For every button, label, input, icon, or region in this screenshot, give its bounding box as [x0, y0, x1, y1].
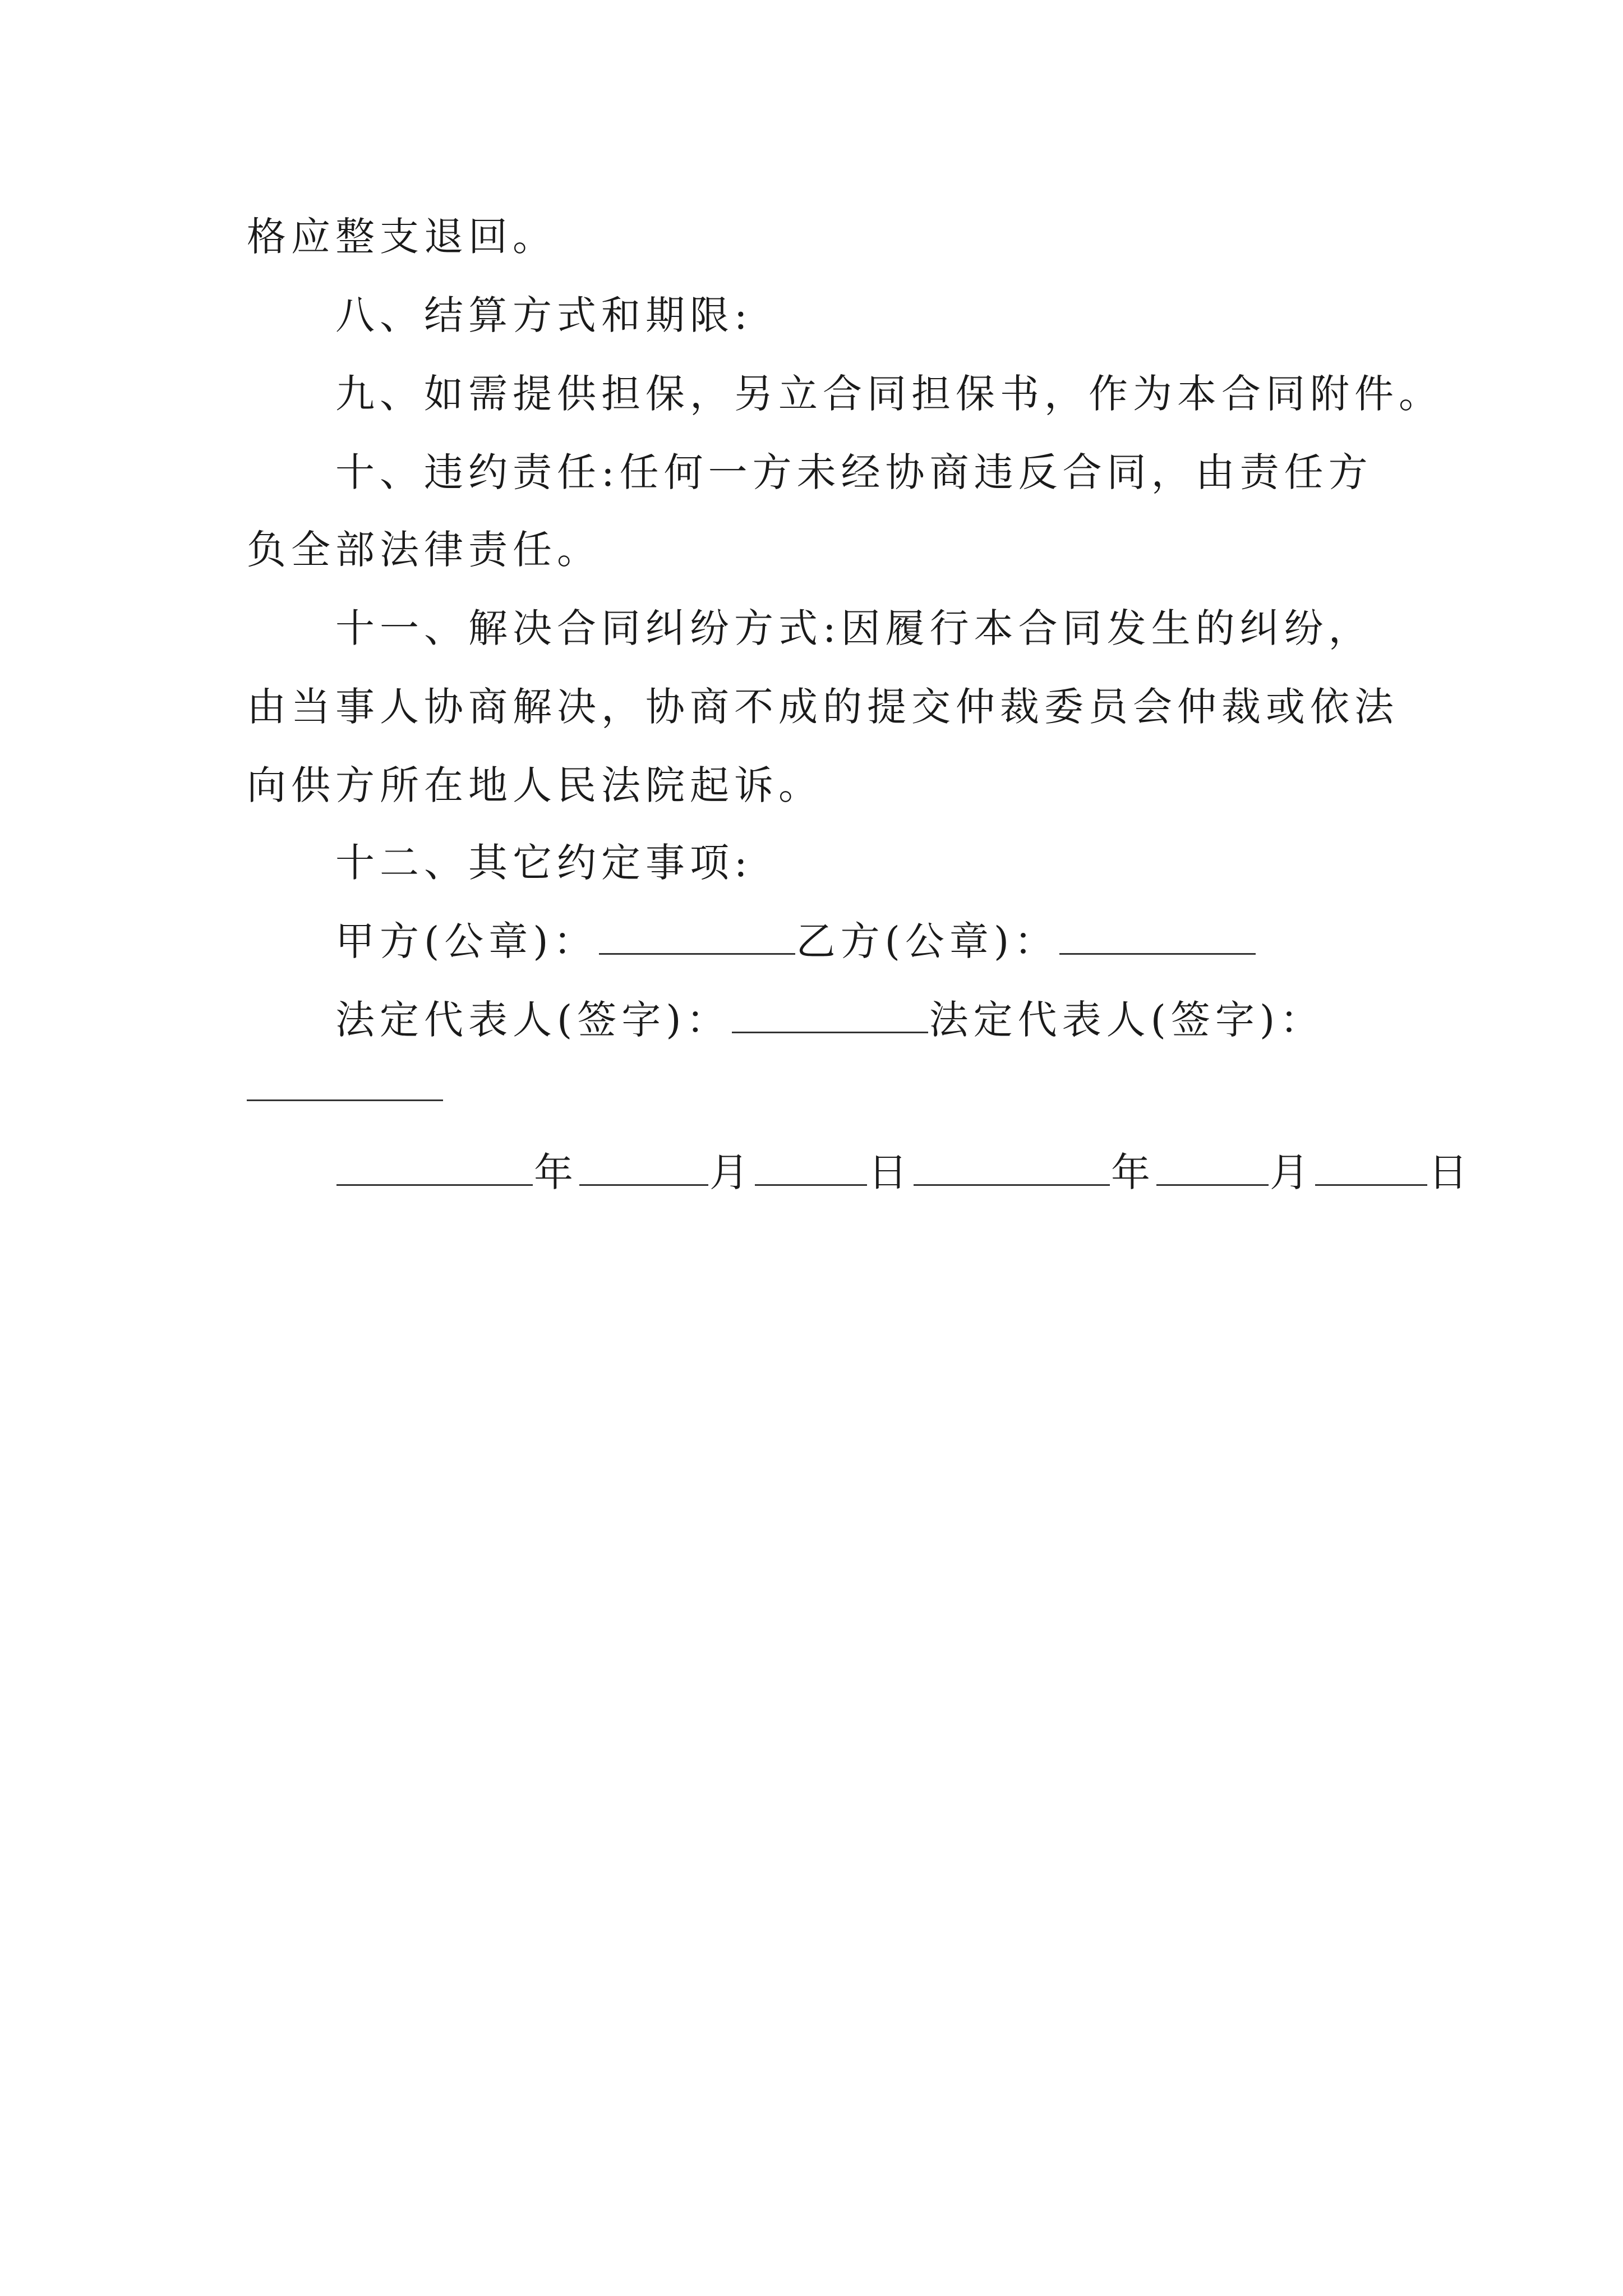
seal-line — [335, 913, 1257, 969]
party-a-rep-blank — [732, 997, 928, 1033]
clause-12: 十二、其它约定事项: — [335, 840, 753, 886]
clause-9: 九、如需提供担保，另立合同担保书，作为本合同附件。 — [335, 371, 1443, 417]
party-a-seal-label: 甲方(公章)： — [335, 918, 598, 964]
year-label: 年 — [534, 1149, 578, 1195]
month-label: 月 — [1270, 1149, 1314, 1195]
party-b-seal-label: 乙方(公章)： — [796, 918, 1059, 964]
day-label: 日 — [1428, 1149, 1473, 1195]
party-b-month-blank — [1156, 1149, 1269, 1186]
day-label: 日 — [868, 1149, 912, 1195]
party-b-day-blank — [1315, 1149, 1427, 1186]
text-line: 向供方所在地人民法院起诉。 — [247, 762, 823, 808]
clause-10: 十、违约责任:任何一方未经协商违反合同，由责任方 — [335, 449, 1373, 495]
party-b-year-blank — [914, 1149, 1110, 1186]
party-b-seal-blank — [1059, 918, 1256, 955]
month-label: 月 — [709, 1149, 754, 1195]
representative-line — [335, 992, 1324, 1048]
text-line: 格应整支退回。 — [247, 214, 557, 260]
party-b-rep-label: 法定代表人(签字)： — [929, 997, 1325, 1043]
clause-11: 十一、解决合同纠纷方式:因履行本合同发生的纠纷， — [335, 605, 1373, 651]
party-b-rep-blank — [247, 1099, 443, 1101]
text-line: 负全部法律责任。 — [247, 527, 601, 573]
text-line: 由当事人协商解决，协商不成的提交仲裁委员会仲裁或依法 — [247, 684, 1399, 730]
party-a-seal-blank — [599, 918, 795, 955]
party-a-month-blank — [579, 1149, 708, 1186]
party-a-rep-label: 法定代表人(签字)： — [335, 997, 731, 1043]
clause-8: 八、结算方式和期限: — [335, 292, 753, 338]
year-label: 年 — [1111, 1149, 1155, 1195]
date-line — [335, 1144, 1473, 1200]
party-a-day-blank — [755, 1149, 867, 1186]
party-a-year-blank — [336, 1149, 533, 1186]
